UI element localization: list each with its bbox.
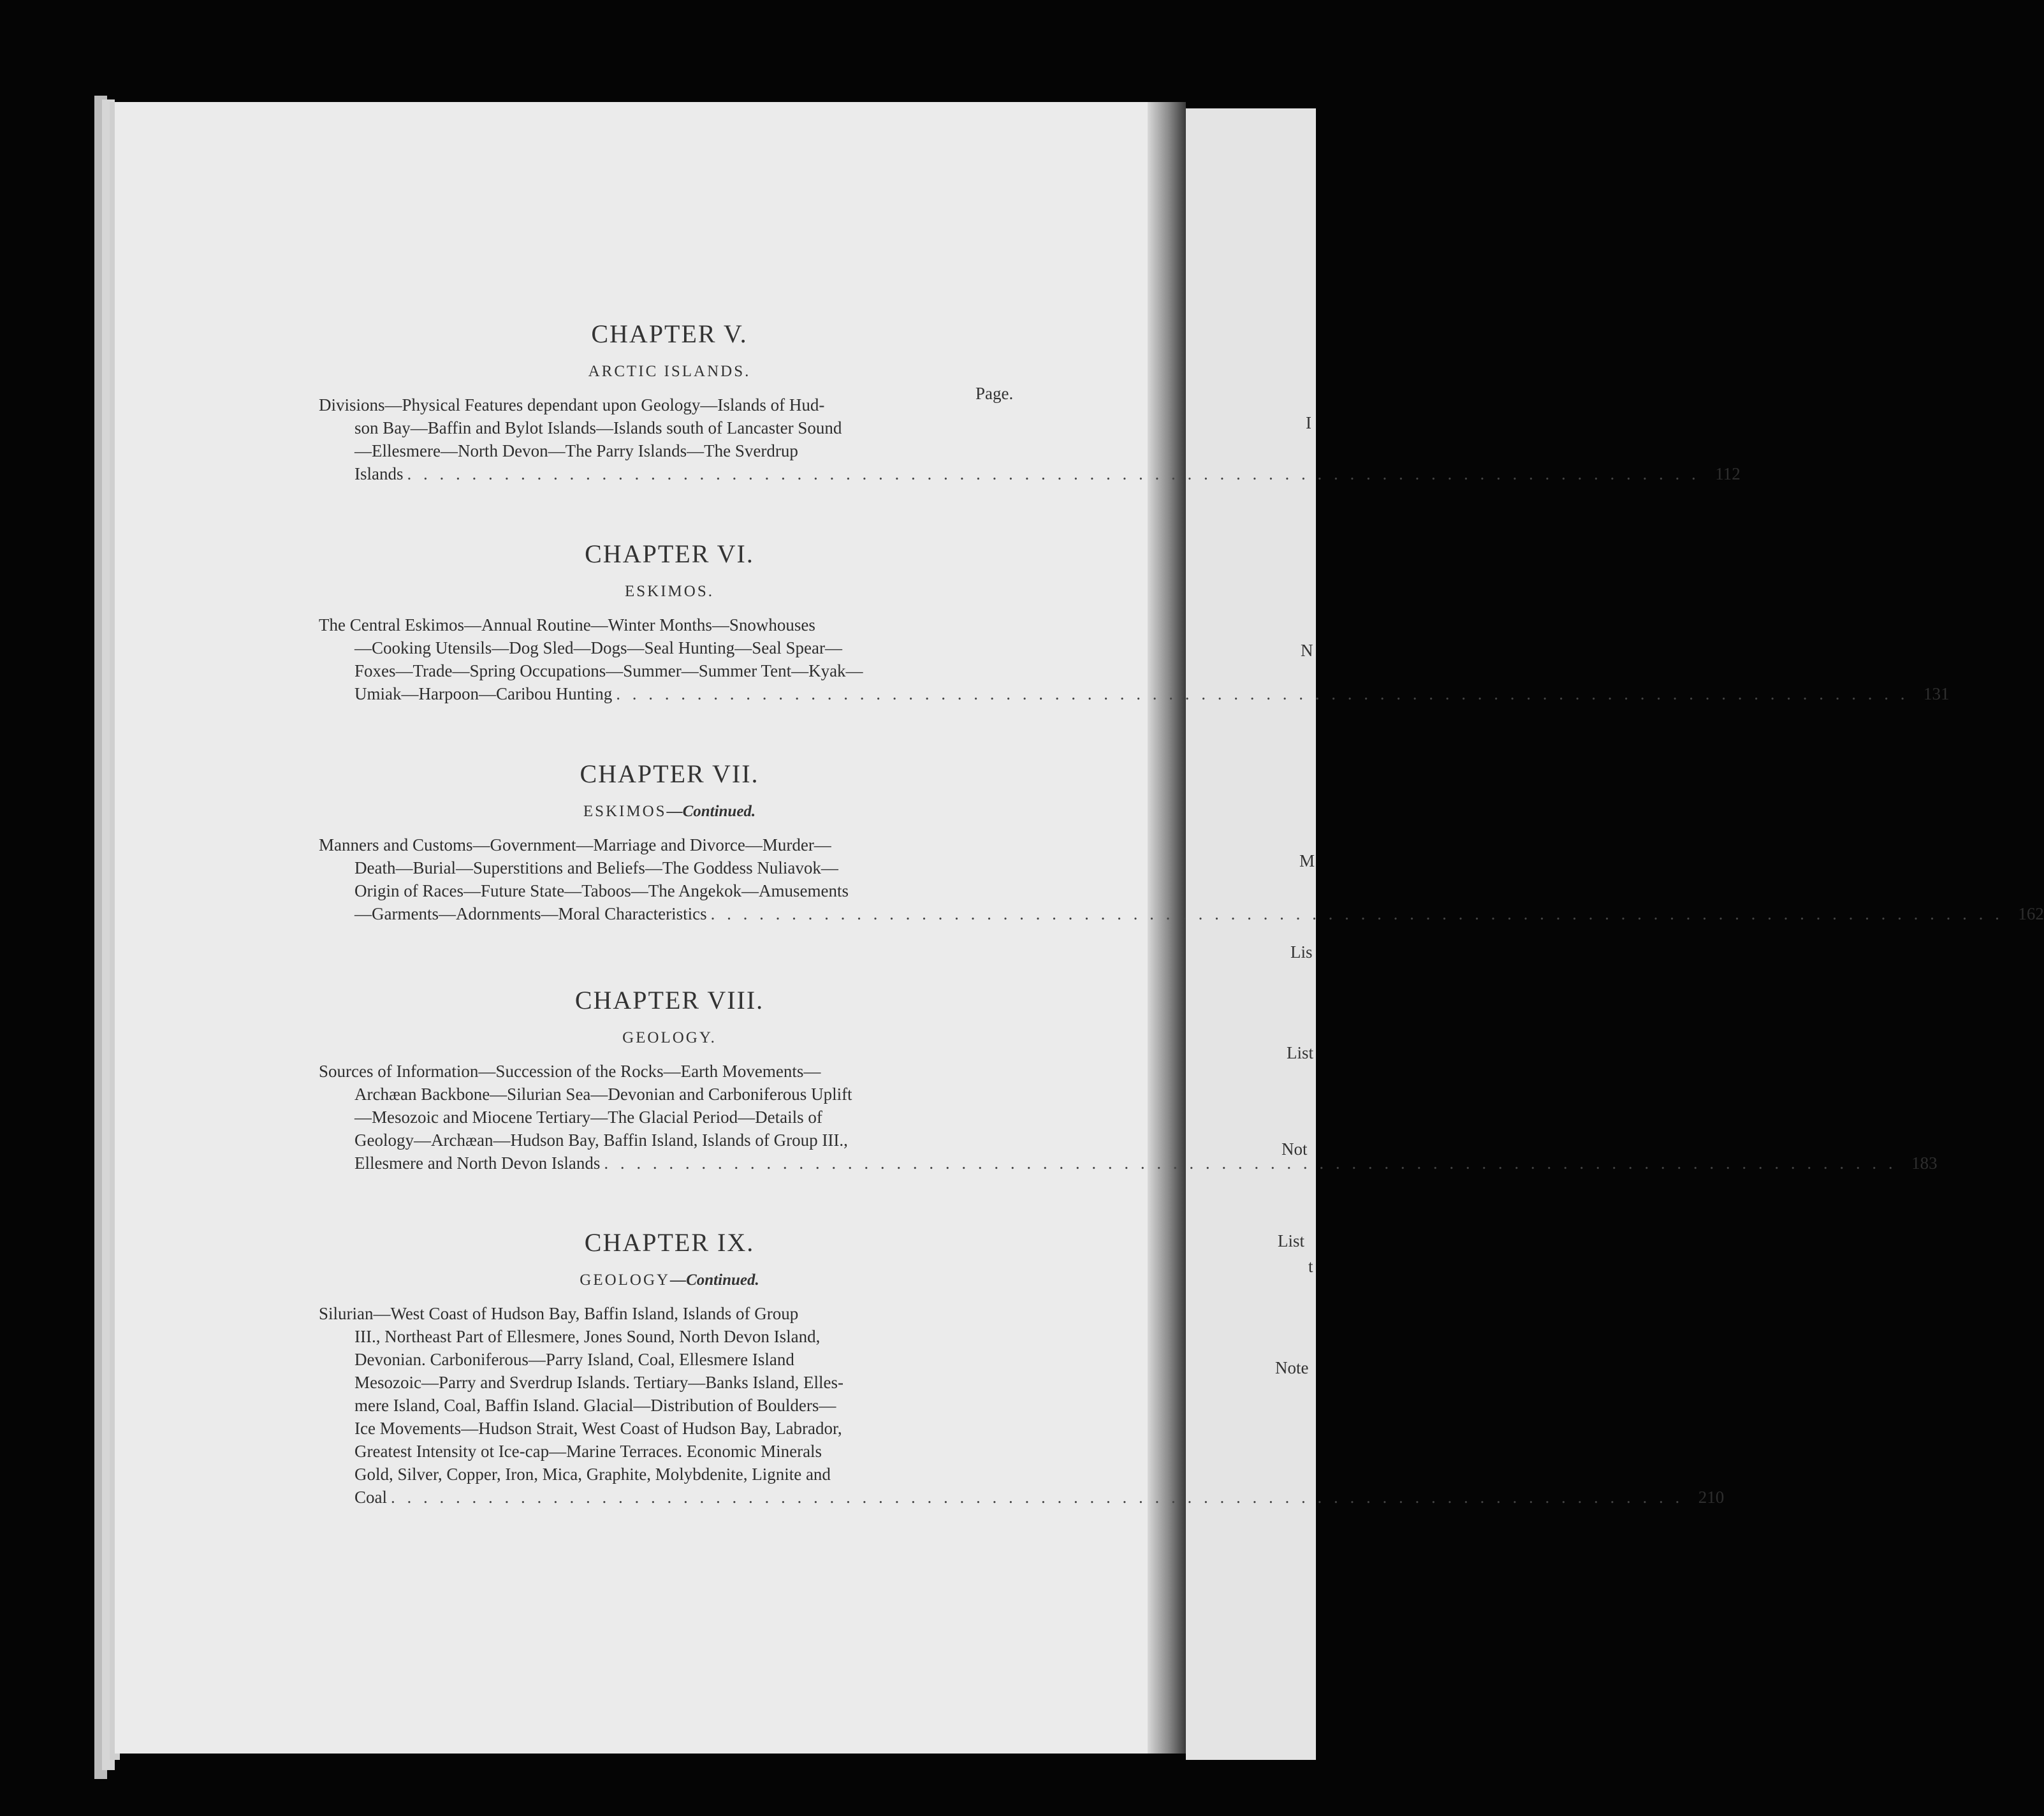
- chapter-title: CHAPTER VIII.: [574, 986, 764, 1014]
- contents-line: —Ellesmere—North Devon—The Parry Islands—The Sverdrup: [354, 441, 798, 460]
- facing-page-fragment: List: [1278, 1231, 1305, 1250]
- contents-line: Mesozoic—Parry and Sverdrup Islands. Tertiary—Banks Island, Elles-: [354, 1373, 843, 1392]
- contents-line: Ice Movements—Hudson Strait, West Coast of Hudson Bay, Labrador,: [354, 1419, 842, 1438]
- chapter-title: CHAPTER IX.: [584, 1228, 755, 1257]
- contents-line: [319, 1486, 1725, 1509]
- chapter-subtitle: [319, 1271, 1020, 1289]
- facing-page-fragment: Lis: [1290, 942, 1313, 962]
- facing-page-fragment: M: [1299, 851, 1315, 870]
- dot-leader: . . . . . . . . . . . . . . . . . . . . . . . . . . . . . . . . . . . . . . . . . . . . . . . . . . . . . . . . . . . . . . . . . . . . . . . . . . . . . . . .: [407, 464, 1700, 483]
- contents-line: [319, 902, 2044, 925]
- facing-page-fragment: Not: [1281, 1139, 1308, 1159]
- chapter-subtitle-text: ARCTIC ISLANDS.: [588, 363, 751, 380]
- chapter-section: [319, 759, 2044, 925]
- chapter-subtitle-text: GEOLOGY.: [622, 1029, 717, 1046]
- chapter-subtitle-continued: —Continued.: [666, 803, 756, 820]
- contents-line: mere Island, Coal, Baffin Island. Glacial—Distribution of Boulders—: [354, 1396, 836, 1415]
- contents-line: Silurian—West Coast of Hudson Bay, Baffin Island, Islands of Group: [319, 1304, 799, 1323]
- chapter-subtitle-text: ESKIMOS.: [625, 583, 714, 600]
- page-number: 210: [1698, 1488, 1725, 1507]
- contents-line: Gold, Silver, Copper, Iron, Mica, Graphite, Molybdenite, Lignite and: [354, 1465, 831, 1484]
- facing-page-fragment: I: [1306, 413, 1311, 432]
- contents-line: Greatest Intensity ot Ice-cap—Marine Terraces. Economic Minerals: [354, 1442, 822, 1461]
- contents-line: —Cooking Utensils—Dog Sled—Dogs—Seal Hunting—Seal Spear—: [354, 638, 842, 657]
- page-column-label: Page.: [975, 384, 1014, 403]
- facing-page: [1186, 108, 1316, 1760]
- facing-page-fragment: t: [1308, 1257, 1313, 1276]
- contents-line-text: Umiak—Harpoon—Caribou Hunting: [354, 684, 613, 703]
- chapter-title: CHAPTER VI.: [585, 539, 754, 568]
- dot-leader: . . . . . . . . . . . . . . . . . . . . . . . . . . . . . . . . . . . . . . . . . . . . . . . . . . . . . . . . . . . . . . . . . . . . . . . . . . . . . . . .: [391, 1488, 1684, 1507]
- dot-leader: . . . . . . . . . . . . . . . . . . . . . . . . . . . . . . . . . . . . . . . . . . . . . . . . . . . . . . . . . . . . . . . . . . . . . . . . . . . . . . . .: [710, 904, 2003, 923]
- contents-line: Archæan Backbone—Silurian Sea—Devonian and Carboniferous Uplift: [354, 1085, 852, 1104]
- contents-line: Manners and Customs—Government—Marriage and Divorce—Murder—: [319, 835, 831, 854]
- contents-line: Sources of Information—Succession of the Rocks—Earth Movements—: [319, 1062, 821, 1081]
- facing-page-fragment: Note: [1275, 1358, 1309, 1377]
- contents-line: Foxes—Trade—Spring Occupations—Summer—Summer Tent—Kyak—: [354, 661, 863, 680]
- chapter-contents: [319, 833, 2044, 925]
- contents-line: [319, 1152, 1938, 1175]
- chapter-subtitle: [319, 1029, 1020, 1047]
- page-number: 183: [1911, 1153, 1938, 1173]
- contents-line: —Mesozoic and Miocene Tertiary—The Glacial Period—Details of: [354, 1108, 822, 1127]
- chapter-subtitle-text: ESKIMOS: [583, 803, 667, 820]
- contents-line-text: Ellesmere and North Devon Islands: [354, 1153, 601, 1173]
- contents-line: son Bay—Baffin and Bylot Islands—Islands south of Lancaster Sound: [354, 418, 842, 437]
- chapter-subtitle: [319, 803, 1020, 821]
- page-number: 131: [1923, 684, 1950, 703]
- contents-line-text: Coal: [354, 1488, 387, 1507]
- chapter-section: [319, 539, 1950, 705]
- dot-leader: . . . . . . . . . . . . . . . . . . . . . . . . . . . . . . . . . . . . . . . . . . . . . . . . . . . . . . . . . . . . . . . . . . . . . . . . . . . . . . . .: [616, 684, 1909, 703]
- chapter-subtitle-text: GEOLOGY: [580, 1271, 671, 1289]
- contents-line: III., Northeast Part of Ellesmere, Jones Sound, North Devon Island,: [354, 1327, 821, 1346]
- contents-line-text: Islands: [354, 464, 404, 483]
- contents-line: Death—Burial—Superstitions and Beliefs—The Goddess Nuliavok—: [354, 858, 838, 877]
- contents-line: Devonian. Carboniferous—Parry Island, Coal, Ellesmere Island: [354, 1350, 794, 1369]
- contents-line: The Central Eskimos—Annual Routine—Winter Months—Snowhouses: [319, 615, 815, 634]
- chapter-subtitle: [319, 583, 1020, 601]
- page-number: 162: [2018, 904, 2044, 923]
- contents-line: Geology—Archæan—Hudson Bay, Baffin Island, Islands of Group III.,: [354, 1131, 848, 1150]
- chapter-title: CHAPTER VII.: [580, 759, 759, 788]
- facing-page-fragment: List: [1287, 1043, 1314, 1062]
- chapter-contents: [319, 613, 1950, 705]
- chapter-subtitle: [319, 363, 1020, 381]
- chapter-contents: [319, 393, 1741, 485]
- contents-line: [319, 682, 1950, 705]
- contents-line: [319, 462, 1741, 485]
- contents-line-text: —Garments—Adornments—Moral Characteristics: [354, 904, 707, 923]
- chapter-section: [319, 319, 1741, 485]
- chapter-title: CHAPTER V.: [591, 319, 748, 348]
- facing-page-fragment: N: [1301, 641, 1313, 660]
- chapter-subtitle-continued: —Continued.: [670, 1271, 759, 1289]
- contents-line: Origin of Races—Future State—Taboos—The Angekok—Amusements: [354, 881, 849, 900]
- contents-line: Divisions—Physical Features dependant upon Geology—Islands of Hud-: [319, 395, 825, 414]
- dot-leader: . . . . . . . . . . . . . . . . . . . . . . . . . . . . . . . . . . . . . . . . . . . . . . . . . . . . . . . . . . . . . . . . . . . . . . . . . . . . . . . .: [604, 1153, 1897, 1173]
- page-number: 112: [1715, 464, 1741, 483]
